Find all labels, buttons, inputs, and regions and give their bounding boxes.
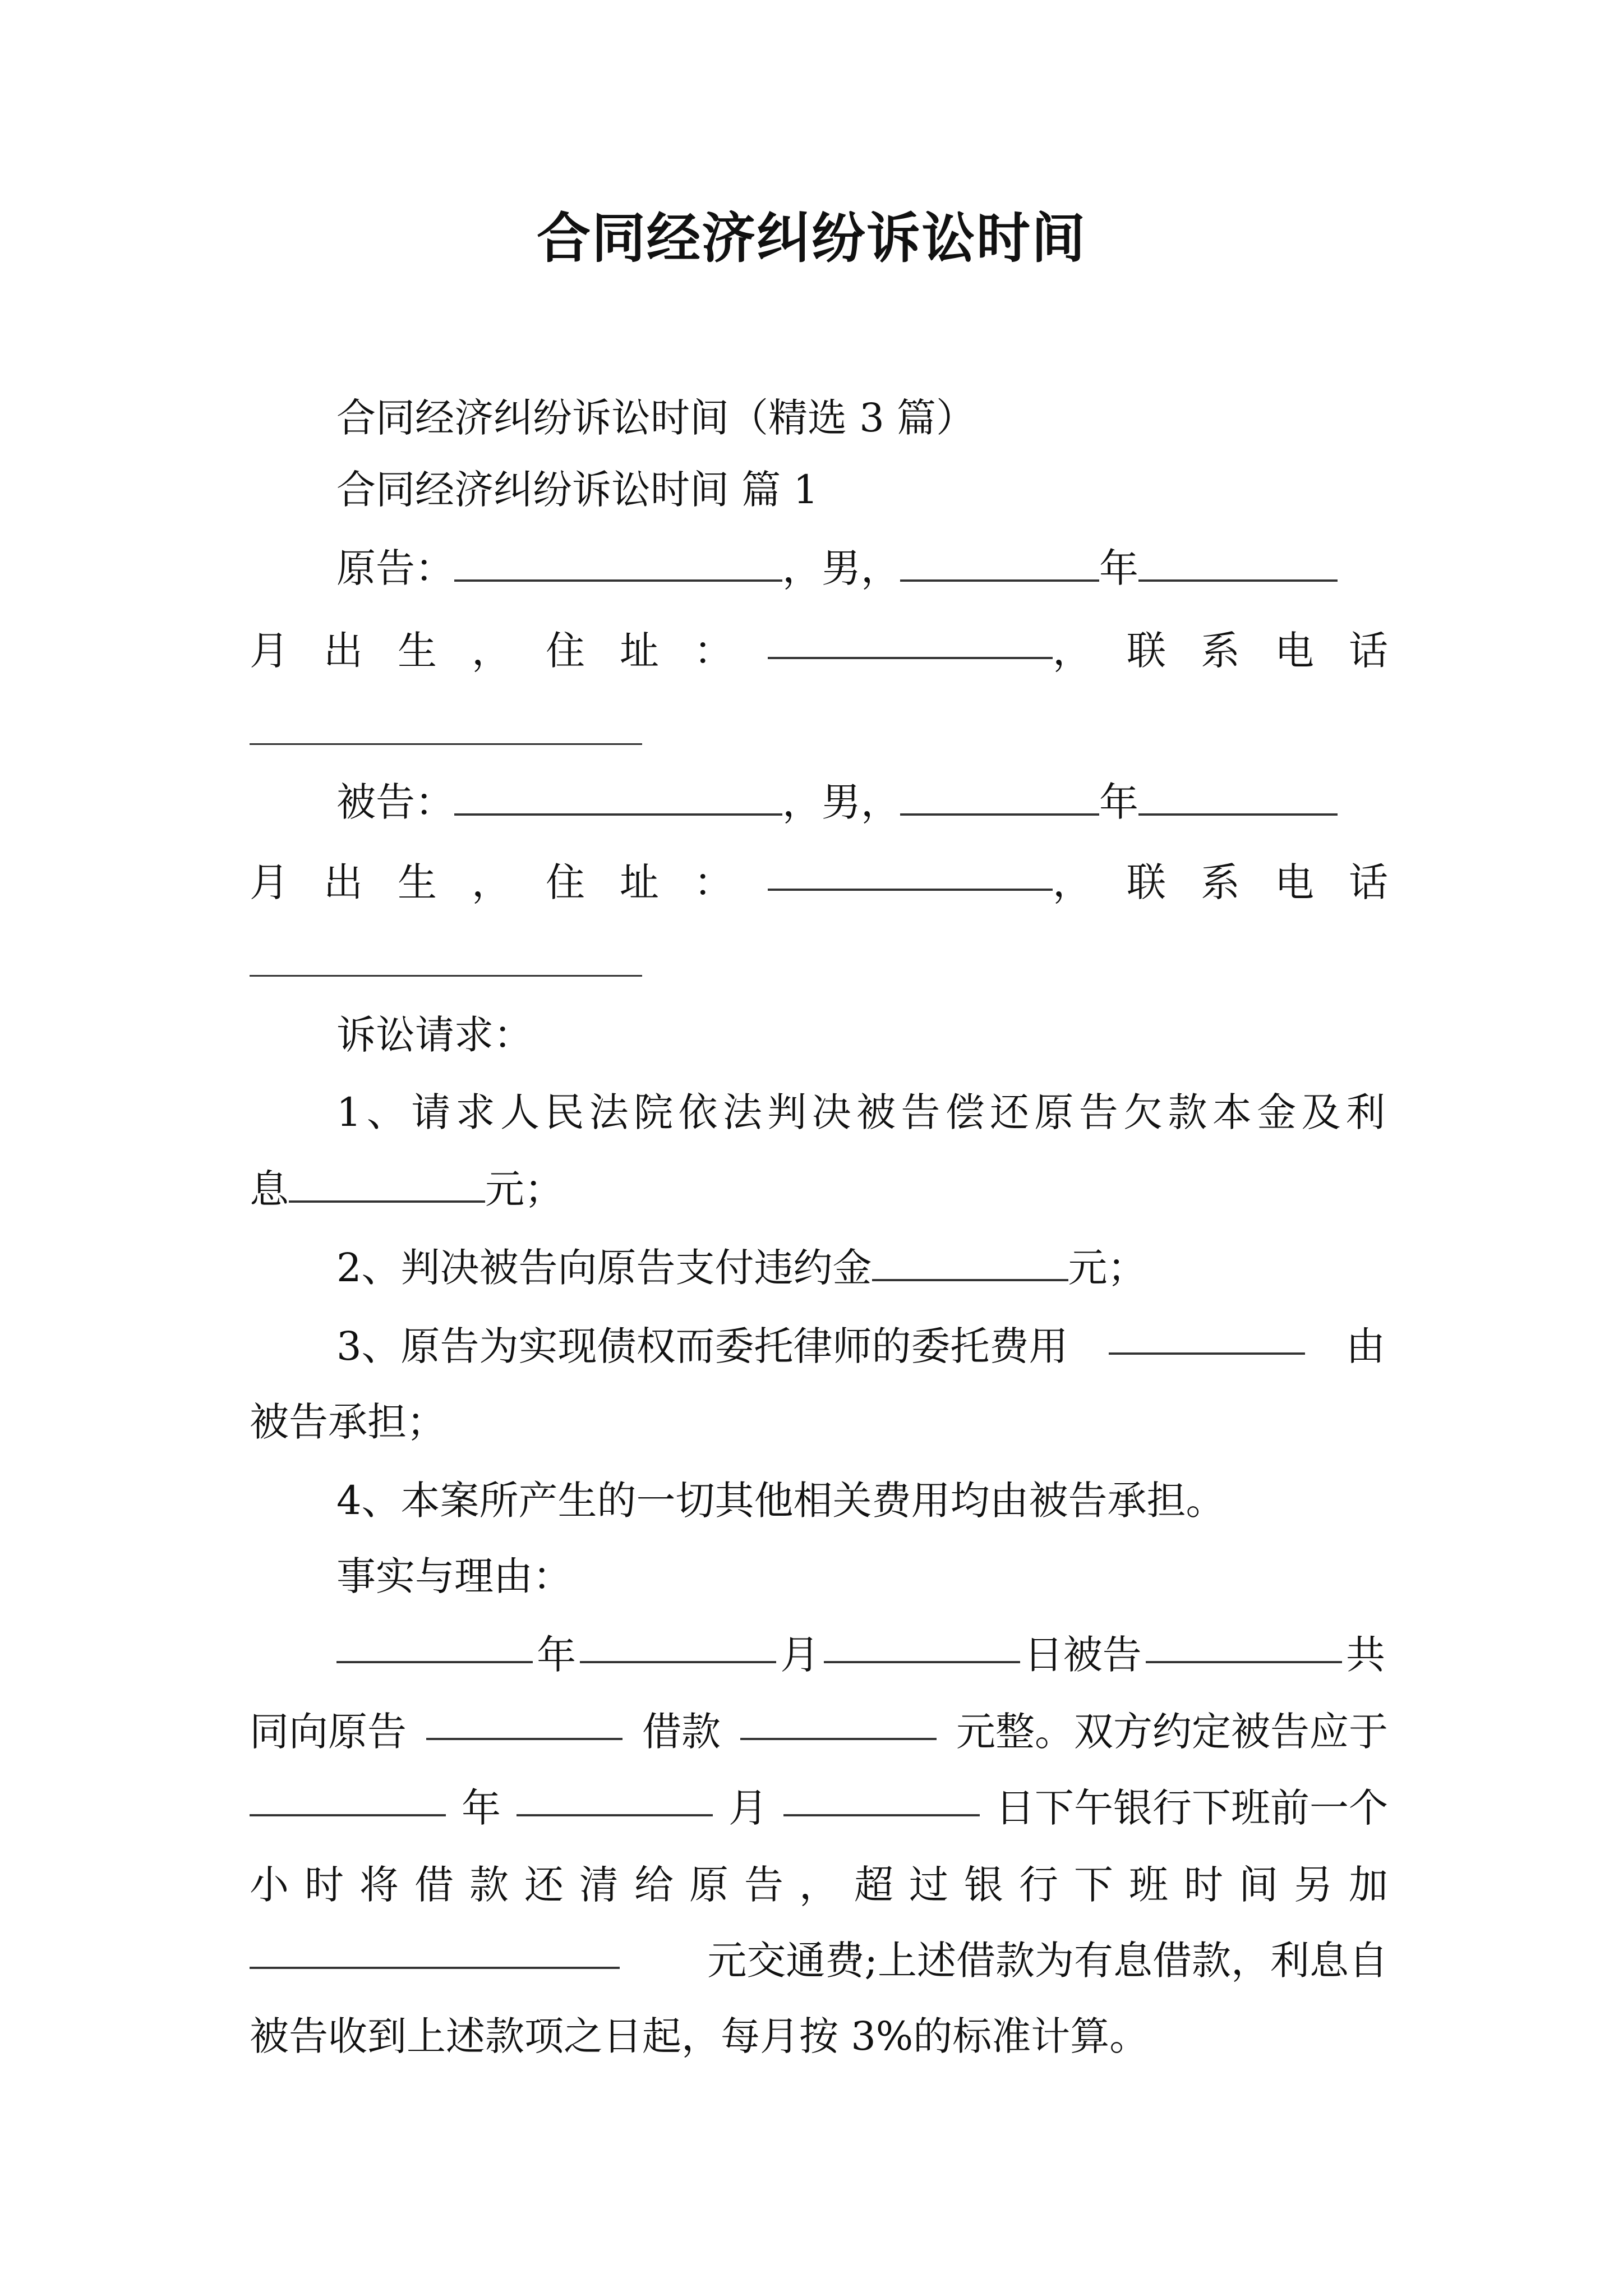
defendant-address-blank	[768, 852, 1053, 891]
defendant-year-blank	[900, 776, 1099, 816]
facts-line-5	[250, 1930, 1388, 1991]
facts-year-blank	[336, 1624, 533, 1663]
facts-together: 共	[1345, 1632, 1385, 1678]
facts-due-time: 日下午银行下班前一个	[995, 1785, 1388, 1831]
defendant-line-1	[336, 771, 1385, 833]
facts-line-3	[250, 1777, 1388, 1839]
defendant-contact-label: ，联系电话	[1053, 859, 1423, 905]
claim-1-line-1: 1、请求人民法院依法判决被告偿还原告欠款本金及利	[336, 1089, 1385, 1135]
facts-transport-text: 元交通费;上述借款为有息借款，利息自	[707, 1938, 1388, 1984]
claim-2-amount-blank	[872, 1242, 1068, 1281]
plaintiff-phone-blank	[250, 743, 642, 745]
claim-3-line-1	[336, 1315, 1385, 1377]
subtitle: 合同经济纠纷诉讼时间（精选 3 篇）	[336, 395, 976, 441]
defendant-label: 被告：	[336, 779, 454, 825]
claim-3-text: 3、原告为实现债权而委托律师的委托费用	[336, 1323, 1068, 1369]
facts-line-1	[336, 1624, 1385, 1686]
plaintiff-born-label: 月出生，住址：	[250, 628, 768, 674]
defendant-born-label: 月出生，住址：	[250, 859, 768, 905]
facts-line-4: 小时将借款还清给原告，超过银行下班时间另加	[250, 1862, 1388, 1908]
defendant-name-blank	[454, 776, 782, 816]
facts-due-month-label: 月	[728, 1785, 768, 1831]
plaintiff-line-1	[336, 537, 1385, 599]
facts-transport-blank	[250, 1930, 620, 1969]
facts-due-year-label: 年	[462, 1785, 501, 1831]
plaintiff-label: 原告：	[336, 545, 454, 591]
claim-1-line-2	[250, 1158, 564, 1220]
facts-agreement: 元整。双方约定被告应于	[956, 1709, 1388, 1755]
claim-4: 4、本案所产生的一切其他相关费用均由被告承担。	[336, 1478, 1225, 1524]
facts-defendants-blank	[1146, 1624, 1342, 1663]
section-heading: 合同经济纠纷诉讼时间 篇 1	[336, 467, 819, 513]
facts-year-label: 年	[537, 1632, 577, 1678]
defendant-gender: ，男，	[782, 779, 900, 825]
defendant-phone-blank	[250, 975, 642, 977]
facts-due-month-blank	[517, 1777, 713, 1816]
facts-month-label: 月	[780, 1632, 820, 1678]
defendant-line-2	[250, 852, 1423, 913]
facts-borrow: 借款	[642, 1709, 721, 1755]
plaintiff-contact-label: ，联系电话	[1053, 628, 1423, 674]
claim-2	[336, 1237, 1147, 1299]
claim-1-interest-label: 息	[250, 1166, 289, 1212]
plaintiff-month-blank	[1138, 542, 1338, 582]
claim-3-fee-blank	[1109, 1315, 1305, 1355]
plaintiff-line-2	[250, 620, 1423, 682]
facts-day-blank	[824, 1624, 1020, 1663]
claim-2-text: 2、判决被告向原告支付违约金	[336, 1245, 872, 1291]
facts-to-plaintiff: 同向原告	[250, 1709, 407, 1755]
defendant-month-blank	[1138, 776, 1338, 816]
claim-3-line-2: 被告承担；	[250, 1399, 446, 1445]
facts-line-2	[250, 1701, 1388, 1763]
facts-due-day-blank	[783, 1777, 980, 1816]
plaintiff-year-blank	[900, 542, 1099, 582]
facts-due-year-blank	[250, 1777, 446, 1816]
document-title: 合同经济纠纷诉讼时间	[537, 206, 1086, 270]
plaintiff-name-blank	[454, 542, 782, 582]
claim-3-by: 由	[1345, 1323, 1385, 1369]
facts-line-6: 被告收到上述款项之日起，每月按 3%的标准计算。	[250, 2013, 1149, 2059]
claim-1-unit: 元；	[485, 1166, 564, 1212]
claim-1-amount-blank	[289, 1163, 485, 1203]
claim-2-unit: 元；	[1068, 1245, 1147, 1291]
facts-plaintiff-blank	[426, 1701, 623, 1740]
facts-day-label: 日被告	[1023, 1632, 1142, 1678]
plaintiff-gender: ，男，	[782, 545, 900, 591]
claims-heading: 诉讼请求：	[336, 1012, 533, 1058]
defendant-year-label: 年	[1099, 779, 1138, 825]
plaintiff-year-label: 年	[1099, 545, 1138, 591]
facts-month-blank	[580, 1624, 776, 1663]
facts-heading: 事实与理由：	[336, 1553, 572, 1599]
facts-amount-blank	[740, 1701, 937, 1740]
plaintiff-address-blank	[768, 620, 1053, 659]
